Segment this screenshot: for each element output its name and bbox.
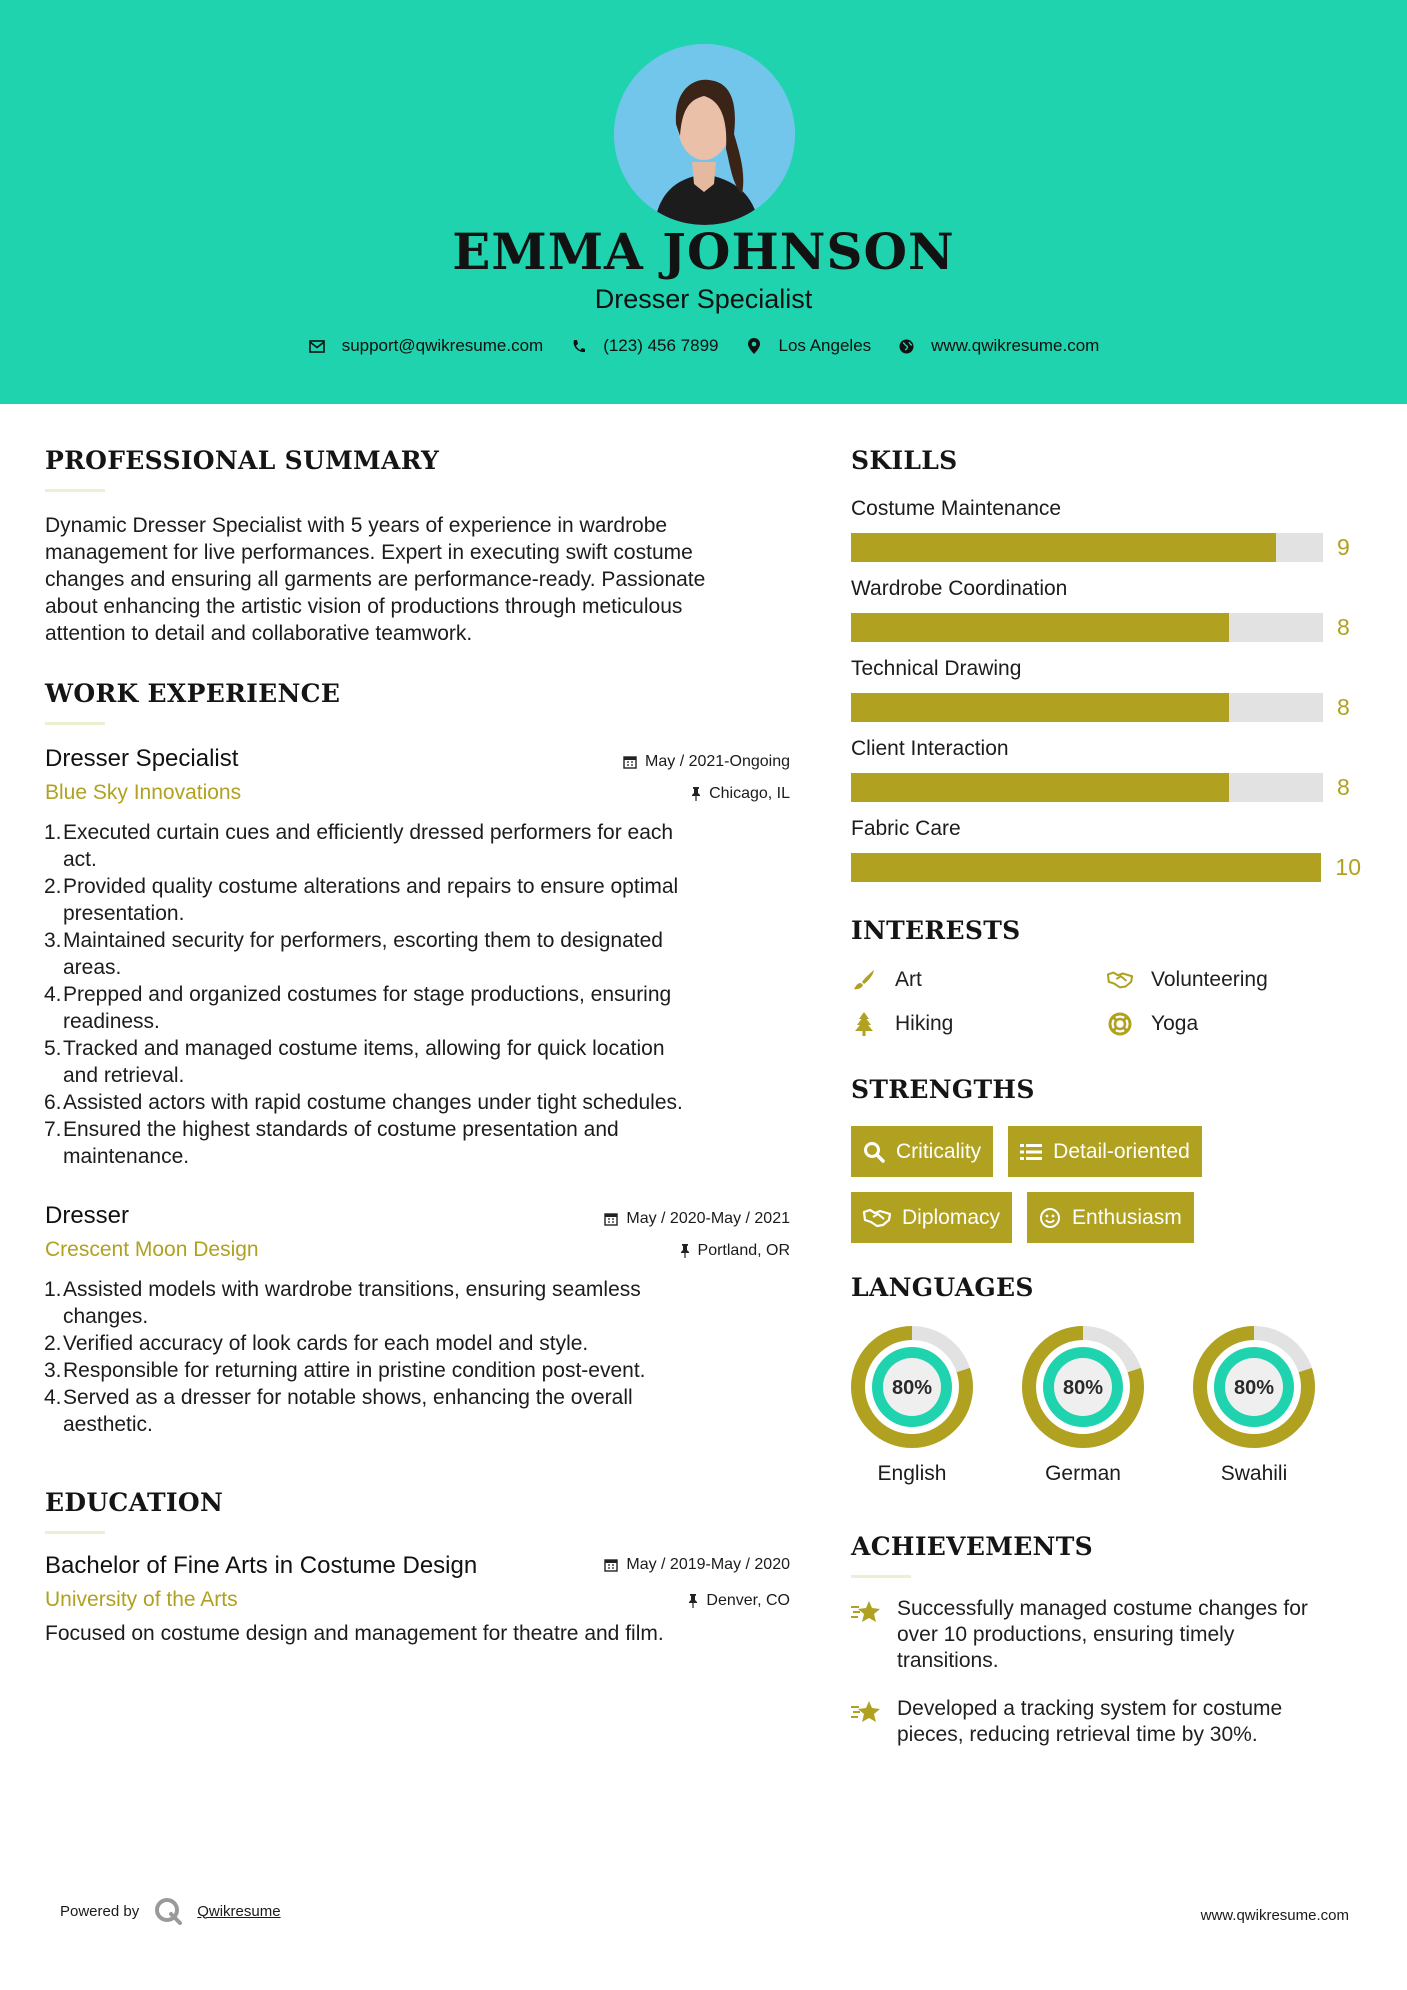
languages-list <box>851 1326 1361 1486</box>
section-title-interests: INTERESTS <box>851 916 1021 945</box>
skills-list <box>851 497 1361 882</box>
contact-phone[interactable] <box>569 336 718 356</box>
job-entry <box>45 1202 790 1438</box>
education-entry <box>45 1552 790 1647</box>
skill-name: Fabric Care <box>851 817 961 840</box>
skill-name: Client Interaction <box>851 737 1009 760</box>
interest-label: Yoga <box>1151 1012 1199 1035</box>
achievement-line: pieces, reducing retrieval time by 30%. <box>897 1723 1258 1746</box>
job-title: Dresser Specialist <box>45 745 239 772</box>
life-ring-icon <box>1107 1011 1133 1037</box>
language-name: German <box>1045 1462 1121 1485</box>
job-title: Dresser <box>45 1202 130 1229</box>
interests-section <box>851 916 1361 1037</box>
list-item <box>45 1276 790 1330</box>
experience-section <box>45 679 790 1438</box>
contact-email[interactable] <box>308 336 544 356</box>
section-title-achievements: ACHIEVEMENTS <box>851 1532 1093 1561</box>
list-number: 5. <box>44 1037 62 1060</box>
language-item <box>1193 1326 1315 1486</box>
list-number: 1. <box>44 821 62 844</box>
skill-name: Wardrobe Coordination <box>851 577 1068 600</box>
job-location <box>691 785 790 803</box>
person-photo-icon <box>614 44 795 225</box>
tree-icon <box>851 1011 877 1037</box>
star-icon <box>851 1696 881 1748</box>
list-line: Assisted models with wardrobe transitions, ensuring seamless <box>63 1278 641 1301</box>
list-line: Provided quality costume alterations and repairs to ensure optimal <box>63 875 679 898</box>
job-date-text: May / 2020-May / 2021 <box>626 1210 790 1227</box>
list-item <box>45 1035 790 1089</box>
education-description: Focused on costume design and management for theatre and film. <box>45 1622 664 1645</box>
list-item <box>45 1357 790 1384</box>
achievement-line: over 10 productions, ensuring timely <box>897 1623 1235 1646</box>
interest-item <box>851 967 1107 993</box>
summary-line: management for live performances. Expert in executing swift costume <box>45 541 693 564</box>
header-banner <box>0 0 1407 404</box>
skill-bar-fill <box>851 613 1229 642</box>
skill-value: 10 <box>1335 854 1361 880</box>
calendar-icon <box>604 1558 618 1572</box>
language-percent: 80% <box>1233 1377 1275 1399</box>
language-percent: 80% <box>891 1377 933 1399</box>
language-item <box>1022 1326 1144 1486</box>
list-line: Ensured the highest standards of costume presentation and <box>63 1118 619 1141</box>
summary-line: about enhancing the artistic vision of productions through meticulous <box>45 595 683 618</box>
list-number: 7. <box>44 1118 62 1141</box>
list-item <box>45 1089 790 1116</box>
strength-chip <box>1027 1192 1194 1243</box>
list-line: Assisted actors with rapid costume changes under tight schedules. <box>63 1091 683 1114</box>
candidate-name: EMMA JOHNSON <box>452 222 955 281</box>
list-item <box>45 1330 790 1357</box>
strength-label: Enthusiasm <box>1072 1205 1182 1229</box>
strength-label: Detail-oriented <box>1053 1139 1190 1163</box>
envelope-icon <box>308 337 326 355</box>
achievement-item <box>851 1696 1361 1748</box>
education-location-text: Denver, CO <box>706 1592 790 1609</box>
skill-row <box>851 853 1361 882</box>
website-text: www.qwikresume.com <box>931 336 1100 355</box>
list-line: Executed curtain cues and efficiently dressed performers for each <box>63 821 674 844</box>
contact-location <box>745 336 872 356</box>
interest-label: Volunteering <box>1151 968 1268 991</box>
skill-bar <box>851 613 1323 642</box>
footer-branding <box>60 1896 281 1926</box>
list-line: changes. <box>63 1305 149 1328</box>
contact-website[interactable] <box>897 336 1099 356</box>
achievements-section <box>851 1532 1361 1748</box>
skill-value: 8 <box>1337 774 1350 800</box>
education-section <box>45 1488 790 1647</box>
interest-item <box>1107 1011 1363 1037</box>
language-item <box>851 1326 973 1486</box>
summary-line: changes and ensuring all garments are performance-ready. Passionate <box>45 568 706 591</box>
list-line: Tracked and managed costume items, allowing for quick location <box>63 1037 665 1060</box>
section-title-education: EDUCATION <box>45 1488 224 1517</box>
skills-section <box>851 446 1361 882</box>
job-duties-list <box>45 1276 790 1438</box>
skill-bar-fill <box>851 773 1229 802</box>
skill-value: 9 <box>1337 534 1350 560</box>
achievement-item <box>851 1596 1361 1674</box>
phone-icon <box>569 337 587 355</box>
skill-row <box>851 613 1361 642</box>
contact-bar <box>0 336 1407 356</box>
job-date <box>623 753 790 771</box>
list-line: and retrieval. <box>63 1064 185 1087</box>
skill-item <box>851 577 1361 642</box>
list-line: areas. <box>63 956 122 979</box>
left-column <box>45 446 790 1647</box>
section-underline <box>45 1531 105 1534</box>
job-location-text: Chicago, IL <box>709 785 790 802</box>
section-underline <box>45 489 105 492</box>
skill-bar <box>851 693 1323 722</box>
achievement-line: Developed a tracking system for costume <box>897 1697 1283 1720</box>
achievement-text <box>897 1596 1308 1674</box>
calendar-icon <box>604 1212 618 1226</box>
language-donut <box>851 1326 973 1448</box>
skill-item <box>851 657 1361 722</box>
right-column <box>851 446 1361 1748</box>
section-underline <box>851 1575 911 1578</box>
section-underline <box>45 722 105 725</box>
interest-label: Hiking <box>895 1012 954 1035</box>
list-icon <box>1020 1143 1042 1161</box>
language-percent: 80% <box>1062 1377 1104 1399</box>
company-name: Blue Sky Innovations <box>45 781 242 804</box>
achievement-text <box>897 1696 1282 1748</box>
list-item <box>45 1384 790 1438</box>
interest-item <box>1107 967 1363 993</box>
degree-title: Bachelor of Fine Arts in Costume Design <box>45 1552 478 1579</box>
list-number: 4. <box>44 1386 62 1409</box>
section-title-strengths: STRENGTHS <box>851 1075 1035 1104</box>
skill-bar-fill <box>851 853 1321 882</box>
education-date-text: May / 2019-May / 2020 <box>626 1556 790 1573</box>
list-number: 2. <box>44 875 62 898</box>
pushpin-icon <box>688 1594 698 1608</box>
globe-icon <box>897 337 915 355</box>
skill-row <box>851 773 1361 802</box>
list-line: Prepped and organized costumes for stage productions, ensuring <box>63 983 672 1006</box>
list-line: Verified accuracy of look cards for each model and style. <box>63 1332 589 1355</box>
interest-item <box>851 1011 1107 1037</box>
list-line: Responsible for returning attire in pristine condition post-event. <box>63 1359 646 1382</box>
star-icon <box>851 1596 881 1674</box>
candidate-role: Dresser Specialist <box>594 284 813 314</box>
list-number: 3. <box>44 1359 62 1382</box>
calendar-icon <box>623 755 637 769</box>
section-title-languages: LANGUAGES <box>851 1273 1034 1302</box>
skill-bar-fill <box>851 693 1229 722</box>
languages-section <box>851 1273 1361 1486</box>
search-icon <box>863 1141 885 1163</box>
skill-value: 8 <box>1337 614 1350 640</box>
section-title-skills: SKILLS <box>851 446 958 475</box>
list-line: act. <box>63 848 97 871</box>
strengths-chips <box>851 1126 1361 1243</box>
list-line: Served as a dresser for notable shows, enhancing the overall <box>63 1386 633 1409</box>
education-location <box>688 1592 790 1610</box>
list-number: 6. <box>44 1091 62 1114</box>
skill-bar <box>851 773 1323 802</box>
email-text: support@qwikresume.com <box>341 336 544 355</box>
job-date <box>604 1210 790 1228</box>
list-number: 4. <box>44 983 62 1006</box>
list-number: 2. <box>44 1332 62 1355</box>
list-item <box>45 819 790 873</box>
list-item <box>45 981 790 1035</box>
powered-by-text: Powered by <box>60 1902 140 1920</box>
skill-name: Costume Maintenance <box>851 497 1062 520</box>
pushpin-icon <box>691 787 701 801</box>
interest-label: Art <box>895 968 922 991</box>
profile-photo <box>614 44 795 225</box>
list-item <box>45 927 790 981</box>
brand-link[interactable]: Qwikresume <box>197 1902 281 1920</box>
list-number: 1. <box>44 1278 62 1301</box>
list-line: Maintained security for performers, escorting them to designated <box>63 929 663 952</box>
section-title-summary: PROFESSIONAL SUMMARY <box>45 446 440 475</box>
company-name: Crescent Moon Design <box>45 1238 259 1261</box>
strength-chip <box>851 1126 993 1177</box>
skill-bar <box>851 853 1321 882</box>
strength-label: Criticality <box>896 1139 982 1163</box>
summary-line: attention to detail and collaborative teamwork. <box>45 622 473 645</box>
map-marker-icon <box>745 337 763 355</box>
strengths-section <box>851 1075 1361 1243</box>
skill-row <box>851 533 1361 562</box>
skill-value: 8 <box>1337 694 1350 720</box>
phone-text: (123) 456 7899 <box>603 336 719 355</box>
job-location-text: Portland, OR <box>697 1242 790 1259</box>
job-entry <box>45 745 790 1170</box>
school-name: University of the Arts <box>45 1588 238 1611</box>
summary-section <box>45 446 790 647</box>
skill-item <box>851 737 1361 802</box>
job-duties-list <box>45 819 790 1170</box>
footer-website[interactable]: www.qwikresume.com <box>1200 1907 1349 1924</box>
language-name: Swahili <box>1220 1462 1288 1485</box>
skill-item <box>851 497 1361 562</box>
interests-grid <box>851 967 1361 1037</box>
strength-chip <box>1008 1126 1202 1177</box>
qwikresume-logo-icon <box>153 1896 183 1926</box>
skill-row <box>851 693 1361 722</box>
summary-text <box>45 512 790 647</box>
job-location <box>680 1242 790 1260</box>
handshake-icon <box>863 1208 891 1228</box>
smile-icon <box>1039 1207 1061 1229</box>
skill-item <box>851 817 1361 882</box>
list-item <box>45 1116 790 1170</box>
language-donut <box>1022 1326 1144 1448</box>
strength-label: Diplomacy <box>902 1205 1001 1229</box>
skill-name: Technical Drawing <box>851 657 1022 680</box>
summary-line: Dynamic Dresser Specialist with 5 years of experience in wardrobe <box>45 514 668 537</box>
list-number: 3. <box>44 929 62 952</box>
list-line: presentation. <box>63 902 185 925</box>
list-item <box>45 873 790 927</box>
paintbrush-icon <box>851 967 877 993</box>
strength-chip <box>851 1192 1012 1243</box>
skill-bar-fill <box>851 533 1276 562</box>
handshake-icon <box>1107 967 1133 993</box>
list-line: maintenance. <box>63 1145 190 1168</box>
language-donut <box>1193 1326 1315 1448</box>
pushpin-icon <box>680 1244 690 1258</box>
location-text: Los Angeles <box>778 336 872 355</box>
job-date-text: May / 2021-Ongoing <box>645 753 790 770</box>
list-line: aesthetic. <box>63 1413 153 1436</box>
achievement-line: transitions. <box>897 1649 999 1672</box>
section-title-experience: WORK EXPERIENCE <box>45 679 341 708</box>
language-name: English <box>877 1462 947 1485</box>
skill-bar <box>851 533 1323 562</box>
education-date <box>604 1556 790 1574</box>
achievement-line: Successfully managed costume changes for <box>897 1597 1308 1620</box>
list-line: readiness. <box>63 1010 160 1033</box>
